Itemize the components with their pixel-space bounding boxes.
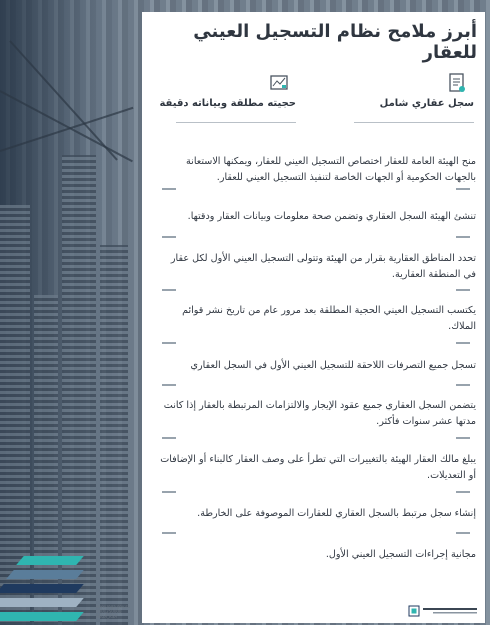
rega-logo-wordmark: [423, 606, 479, 616]
decor-stripe: [0, 584, 84, 593]
separator: [162, 188, 176, 190]
decor-stripe: [0, 612, 84, 621]
rega-logo: [408, 604, 480, 618]
building: [100, 245, 128, 625]
footer-website: www.rega.gov.sa: [96, 604, 130, 609]
feature-absolute-authority: [159, 72, 296, 132]
list-item: تسجل جميع التصرفات اللاحقة للتسجيل العيني الأول في السجل العقاري: [190, 360, 476, 371]
separator: [162, 491, 176, 493]
title-bar: [142, 22, 485, 62]
list-item: منح الهيئة العامة للعقار اختصاص التسجيل العيني للعقار، ويمكنها الاستعانة بالجهات الحكومية أو الجهات الخاصة لتنفيذ التسجيل العيني للعقار.: [186, 156, 476, 183]
list-item: يبلغ مالك العقار الهيئة بالتغييرات التي تطرأ على وصف العقار كالبناء أو الإضافات أو التعديلات.: [160, 454, 476, 481]
list-item: تنشئ الهيئة السجل العقاري وتضمن صحة معلومات وبيانات العقار ودقتها.: [187, 211, 476, 222]
footer-contact: [96, 604, 130, 619]
separator: [162, 342, 176, 344]
divider: [354, 122, 474, 123]
feature-comprehensive-registry: [354, 72, 474, 132]
list-item: يتضمن السجل العقاري جميع عقود الإيجار والالتزامات المرتبطة بالعقار إذا كانت مدتها عشر سنوات فأكثر.: [163, 400, 476, 427]
footer-phone: 8001250000: [96, 609, 122, 614]
rega-logo-mark: [408, 605, 420, 617]
page-title: أبرز ملامح نظام التسجيل العيني للعقار: [193, 21, 477, 63]
separator: [456, 188, 470, 190]
divider: [176, 122, 296, 123]
list-item: تحدد المناطق العقارية بقرار من الهيئة وتتولى التسجيل العيني الأول لكل عقار في المنطقة العقارية.: [170, 253, 476, 280]
separator: [162, 532, 176, 534]
decor-stripe: [16, 556, 84, 565]
separator: [456, 491, 470, 493]
building: [62, 155, 96, 625]
decor-stripe: [6, 570, 84, 579]
feature-label: حجيته مطلقة وبياناته دقيقة: [159, 98, 296, 109]
separator: [456, 342, 470, 344]
separator: [162, 384, 176, 386]
list-item: مجانية إجراءات التسجيل العيني الأول.: [325, 549, 476, 560]
separator: [162, 289, 176, 291]
feature-label: سجل عقاري شامل: [379, 98, 474, 109]
separator: [456, 236, 470, 238]
footer-social: REGA_KSA: [96, 614, 118, 619]
separator: [456, 384, 470, 386]
separator: [456, 289, 470, 291]
list-item: إنشاء سجل مرتبط بالسجل العقاري للعقارات الموصوفة على الخارطة.: [197, 508, 476, 519]
map-icon: [268, 72, 290, 94]
list-item: يكتسب التسجيل العيني الحجية المطلقة بعد مرور عام من تاريخ نشر قوائم الملاك.: [182, 305, 476, 332]
separator: [456, 437, 470, 439]
separator: [456, 532, 470, 534]
document-icon: [446, 72, 468, 94]
separator: [162, 236, 176, 238]
decor-stripe: [0, 598, 84, 607]
separator: [162, 437, 176, 439]
